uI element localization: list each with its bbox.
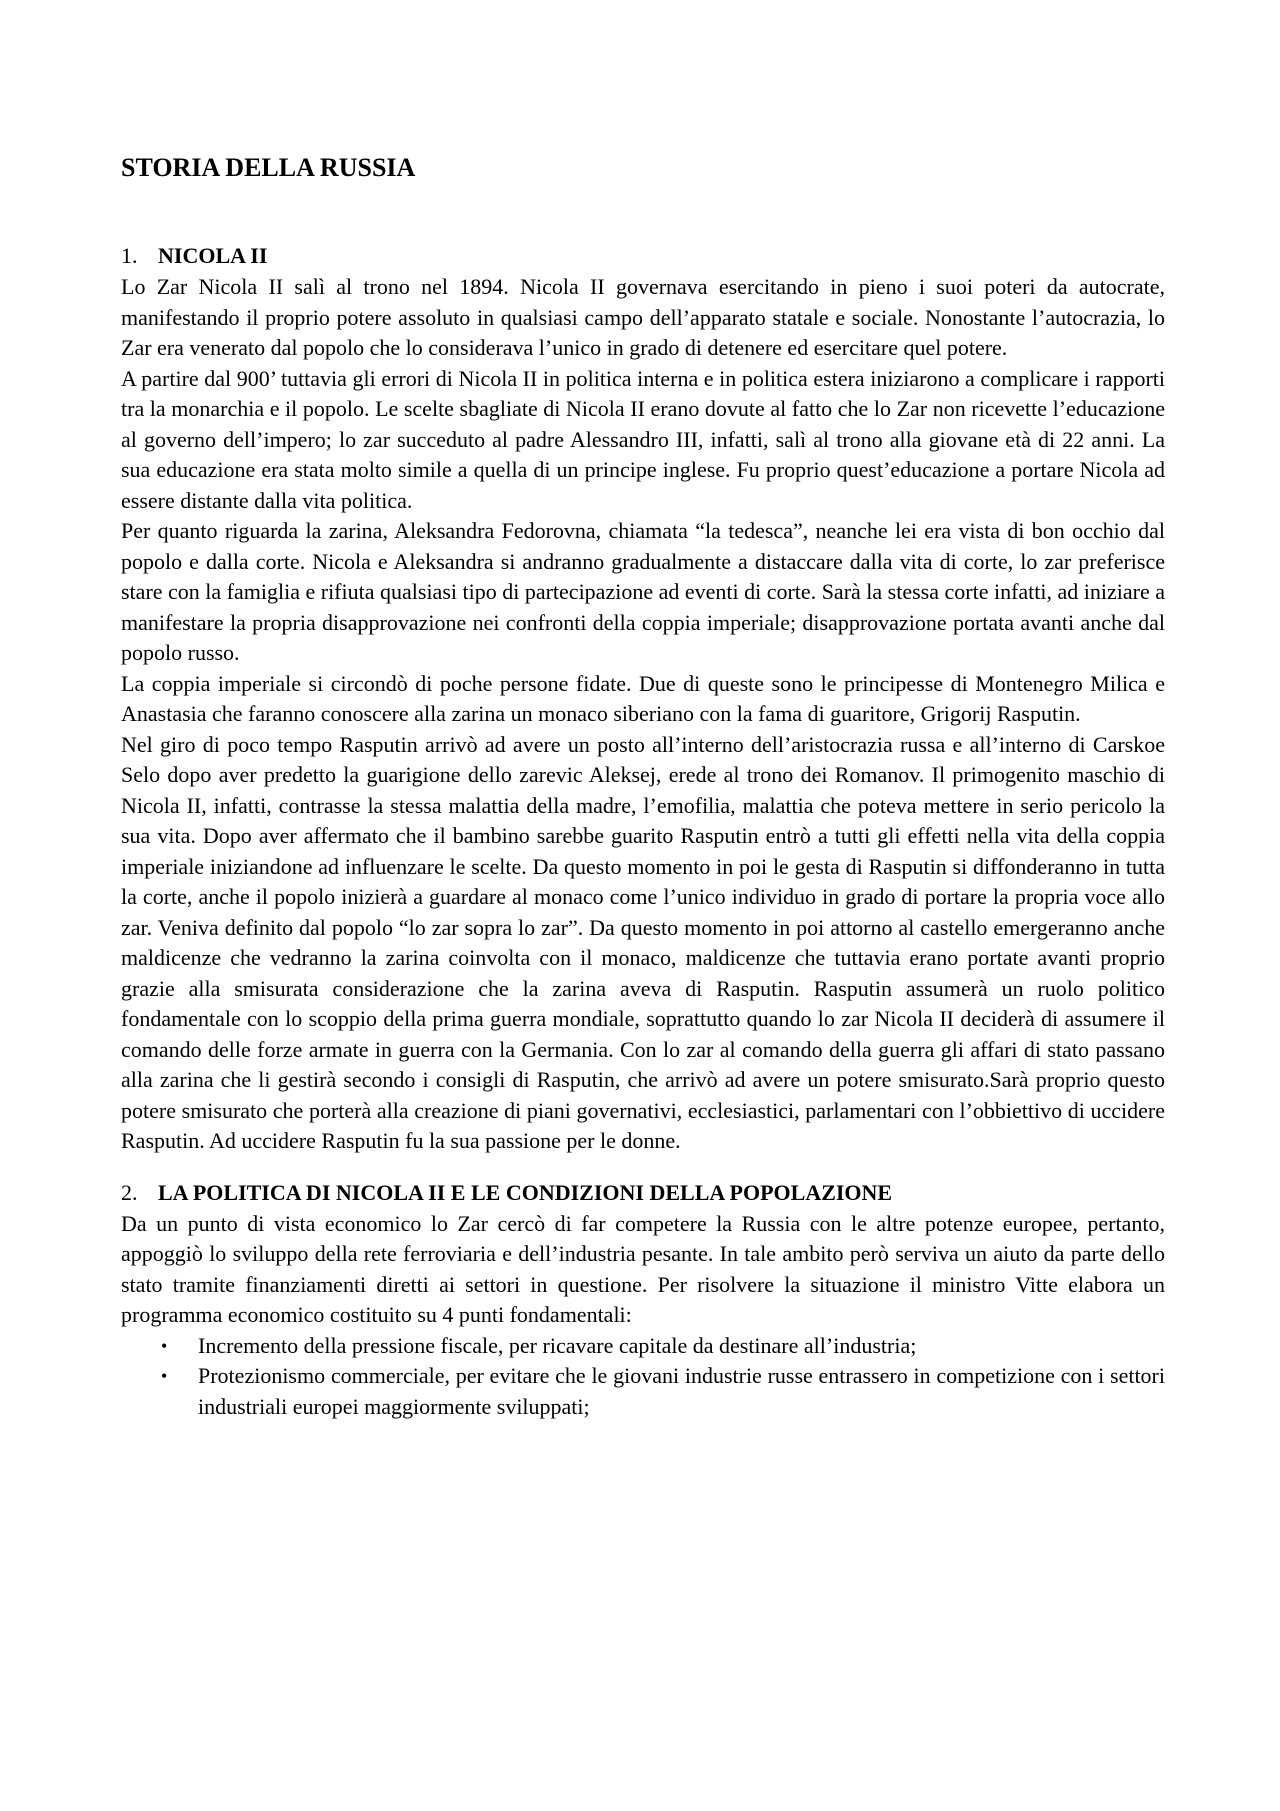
- section-number: 2.: [121, 1179, 138, 1205]
- list-item-text: Incremento della pressione fiscale, per ricavare capitale da destinare all’industria;: [198, 1332, 917, 1358]
- section-heading-nicola-ii: [121, 240, 1165, 272]
- paragraph: La coppia imperiale si circondò di poche persone fidate. Due di queste sono le principesse di Montenegro Milica e Anastasia che faranno conoscere alla zarina un monaco siberiano con la fama di guaritore, Grigorij Rasputin.: [121, 670, 1165, 726]
- section-title: LA POLITICA DI NICOLA II E LE CONDIZIONI DELLA POPOLAZIONE: [158, 1179, 893, 1205]
- list-item-text: Protezionismo commerciale, per evitare che le giovani industrie russe entrassero in competizione con i settori industriali europei maggiormente sviluppati;: [198, 1363, 1165, 1419]
- document-content: [121, 148, 1165, 1422]
- paragraph: Nel giro di poco tempo Rasputin arrivò ad avere un posto all’interno dell’aristocrazia russa e all’interno di Carskoe Selo dopo aver predetto la guarigione dello zarevic Aleksej, erede al trono dei Romanov. Il primogenito maschio di Nicola II, infatti, contrasse la stessa malattia della madre, l’emofilia, malattia che poteva mettere in serio pericolo la sua vita. Dopo aver affermato che il bambino sarebbe guarito Rasputin entrò a tutti gli effetti nella vita della coppia imperiale iniziandone ad influenzare le scelte. Da questo momento in poi le gesta di Rasputin si diffonderanno in tutta la corte, anche il popolo inizierà a guardare al monaco come l’unico individuo in grado di portare la propria voce allo zar. Veniva definito dal popolo “lo zar sopra lo zar”. Da questo momento in poi attorno al castello emergeranno anche maldicenze che vedranno la zarina coinvolta con il monaco, maldicenze che tuttavia erano portate avanti proprio grazie alla smisurata considerazione che la zarina aveva di Rasputin. Rasputin assumerà un ruolo politico fondamentale con lo scoppio della prima guerra mondiale, soprattutto quando lo zar Nicola II deciderà di assumere il comando delle forze armate in guerra con la Germania. Con lo zar al comando della guerra gli affari di stato passano alla zarina che li gestirà secondo i consigli di Rasputin, che arrivò ad avere un potere smisurato.Sarà proprio questo potere smisurato che porterà alla creazione di piani governativi, ecclesiastici, parlamentari con l’obbiettivo di uccidere Rasputin. Ad uccidere Rasputin fu la sua passione per le donne.: [121, 731, 1165, 1153]
- paragraph: A partire dal 900’ tuttavia gli errori di Nicola II in politica interna e in politica estera iniziarono a complicare i rapporti tra la monarchia e il popolo. Le scelte sbagliate di Nicola II erano dovute al fatto che lo Zar non ricevette l’educazione al governo dell’impero; lo zar succeduto al padre Alessandro III, infatti, salì al trono alla giovane età di 22 anni. La sua educazione era stata molto simile a quella di un principe inglese. Fu proprio quest’educazione a portare Nicola ad essere distante dalla vita politica.: [121, 365, 1165, 513]
- document-title: STORIA DELLA RUSSIA: [121, 153, 416, 182]
- section-number: 1.: [121, 243, 138, 268]
- section-heading-politica: [121, 1177, 1165, 1209]
- paragraph: Lo Zar Nicola II salì al trono nel 1894. Nicola II governava esercitando in pieno i suoi poteri da autocrate, manifestando il proprio potere assoluto in qualsiasi campo dell’apparato statale e sociale. Nonostante l’autocrazia, lo Zar era venerato dal popolo che lo considerava l’unico in grado di detenere ed esercitare quel potere.: [121, 274, 1165, 360]
- list-item: [121, 1331, 1165, 1362]
- bullet-list: [121, 1331, 1165, 1423]
- bullet-icon: •: [161, 1335, 168, 1356]
- paragraph: Per quanto riguarda la zarina, Aleksandra Fedorovna, chiamata “la tedesca”, neanche lei era vista di bon occhio dal popolo e dalla corte. Nicola e Aleksandra si andranno gradualmente a distaccare dalla vita di corte, lo zar preferisce stare con la famiglia e rifiuta qualsiasi tipo di partecipazione ad eventi di corte. Sarà la stessa corte infatti, ad iniziare a manifestare la propria disapprovazione nei confronti della coppia imperiale; disapprovazione portata avanti anche dal popolo russo.: [121, 518, 1165, 665]
- paragraph: Da un punto di vista economico lo Zar cercò di far competere la Russia con le altre potenze europee, pertanto, appoggiò lo sviluppo della rete ferroviaria e dell’industria pesante. In tale ambito però serviva un aiuto da parte dello stato tramite finanziamenti diretti ai settori in questione. Per risolvere la situazione il ministro Vitte elabora un programma economico costituito su 4 punti fondamentali:: [121, 1210, 1165, 1327]
- list-item: [121, 1361, 1165, 1422]
- bullet-icon: •: [161, 1366, 168, 1386]
- section-title: NICOLA II: [158, 243, 268, 268]
